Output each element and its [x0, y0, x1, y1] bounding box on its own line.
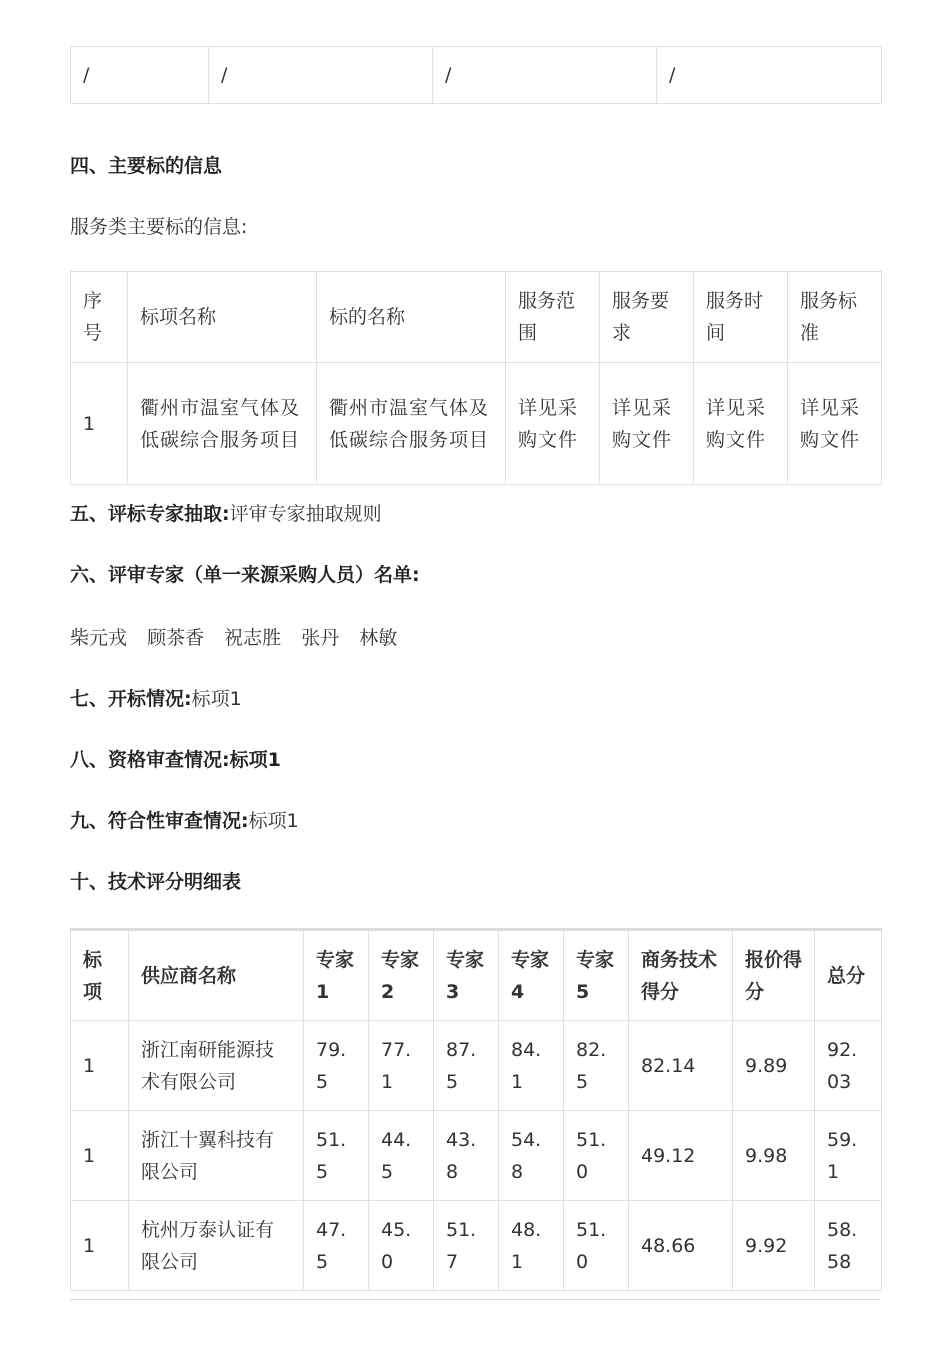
table-cell: 详见采购文件 [788, 363, 882, 485]
header-cell: 服务要求 [600, 272, 694, 363]
table-cell: 58.58 [815, 1201, 882, 1291]
table-header-row [71, 930, 882, 1021]
section8 [70, 748, 281, 772]
table-row [71, 47, 882, 104]
expert-name: 顾茶香 [147, 627, 205, 649]
expert-name: 林敏 [359, 627, 398, 649]
section5 [70, 502, 382, 526]
table-cell: 92.03 [815, 1021, 882, 1111]
expert-name: 张丹 [301, 627, 340, 649]
section8-label: 八、资格审查情况: [70, 749, 230, 771]
header-cell: 服务标准 [788, 272, 882, 363]
table-cell: 详见采购文件 [506, 363, 600, 485]
table-cell: 1 [71, 1021, 129, 1111]
header-cell: 标项名称 [128, 272, 317, 363]
header-cell: 总分 [815, 930, 882, 1021]
table-cell: / [71, 47, 209, 104]
header-cell: 标的名称 [317, 272, 506, 363]
header-cell: 服务范围 [506, 272, 600, 363]
table-cell: 9.92 [733, 1201, 815, 1291]
table-cell: 77.1 [369, 1021, 434, 1111]
table-cell: 51.0 [564, 1201, 629, 1291]
header-cell: 序号 [71, 272, 128, 363]
bottom-divider [70, 1299, 881, 1300]
expert-rule-text: 评审专家抽取规则 [229, 503, 382, 525]
table-cell: 49.12 [629, 1111, 733, 1201]
section10-title: 十、技术评分明细表 [70, 871, 242, 893]
section7 [70, 687, 242, 711]
table-cell: 1 [71, 1111, 129, 1201]
table-cell: 59.1 [815, 1111, 882, 1201]
section9-label: 九、符合性审查情况: [70, 810, 249, 832]
table-cell: 1 [71, 1201, 129, 1291]
table-cell: 51.5 [304, 1111, 369, 1201]
section9 [70, 809, 299, 833]
header-cell: 专家5 [564, 930, 629, 1021]
section9-value: 标项1 [248, 810, 299, 832]
table-cell: 48.66 [629, 1201, 733, 1291]
table-cell: 详见采购文件 [600, 363, 694, 485]
table-cell: 杭州万泰认证有限公司 [129, 1201, 304, 1291]
header-cell: 供应商名称 [129, 930, 304, 1021]
header-cell: 标项 [71, 930, 129, 1021]
section5-label: 五、评标专家抽取: [70, 503, 230, 525]
header-cell: 商务技术得分 [629, 930, 733, 1021]
table-cell: 87.5 [434, 1021, 499, 1111]
table-cell: 51.7 [434, 1201, 499, 1291]
table-cell: 44.5 [369, 1111, 434, 1201]
table-cell: 浙江南研能源技术有限公司 [129, 1021, 304, 1111]
table-cell: 54.8 [499, 1111, 564, 1201]
table-cell: 79.5 [304, 1021, 369, 1111]
header-cell: 专家4 [499, 930, 564, 1021]
table-cell: 浙江十翼科技有限公司 [129, 1111, 304, 1201]
table-cell: / [209, 47, 433, 104]
section8-value: 标项1 [229, 749, 281, 771]
table-cell: 84.1 [499, 1021, 564, 1111]
header-cell: 专家2 [369, 930, 434, 1021]
section6-title: 六、评审专家（单一来源采购人员）名单: [70, 564, 420, 586]
table-cell: 衢州市温室气体及低碳综合服务项目 [317, 363, 506, 485]
section4-subtitle: 服务类主要标的信息: [70, 216, 248, 238]
table-cell: / [657, 47, 882, 104]
table-row [71, 1111, 882, 1201]
table-cell: 9.98 [733, 1111, 815, 1201]
table-cell: 衢州市温室气体及低碳综合服务项目 [128, 363, 317, 485]
expert-name: 柴元戎 [70, 627, 128, 649]
header-cell: 专家1 [304, 930, 369, 1021]
table-row [71, 1021, 882, 1111]
expert-name: 祝志胜 [224, 627, 282, 649]
header-cell: 专家3 [434, 930, 499, 1021]
table-cell: / [433, 47, 657, 104]
top-table [70, 46, 882, 104]
table-cell: 43.8 [434, 1111, 499, 1201]
table-cell: 1 [71, 363, 128, 485]
expert-names [70, 626, 411, 650]
table-cell: 48.1 [499, 1201, 564, 1291]
table-cell: 详见采购文件 [694, 363, 788, 485]
main-subject-table [70, 271, 882, 485]
table-cell: 45.0 [369, 1201, 434, 1291]
table-cell: 82.5 [564, 1021, 629, 1111]
tech-score-table [70, 928, 882, 1291]
section7-label: 七、开标情况: [70, 688, 192, 710]
table-cell: 51.0 [564, 1111, 629, 1201]
table-cell: 47.5 [304, 1201, 369, 1291]
table-row [71, 1201, 882, 1291]
section4-title: 四、主要标的信息 [70, 155, 223, 177]
header-cell: 服务时间 [694, 272, 788, 363]
table-row [71, 363, 882, 485]
table-header-row [71, 272, 882, 363]
section7-value: 标项1 [191, 688, 242, 710]
table-cell: 9.89 [733, 1021, 815, 1111]
table-cell: 82.14 [629, 1021, 733, 1111]
header-cell: 报价得分 [733, 930, 815, 1021]
